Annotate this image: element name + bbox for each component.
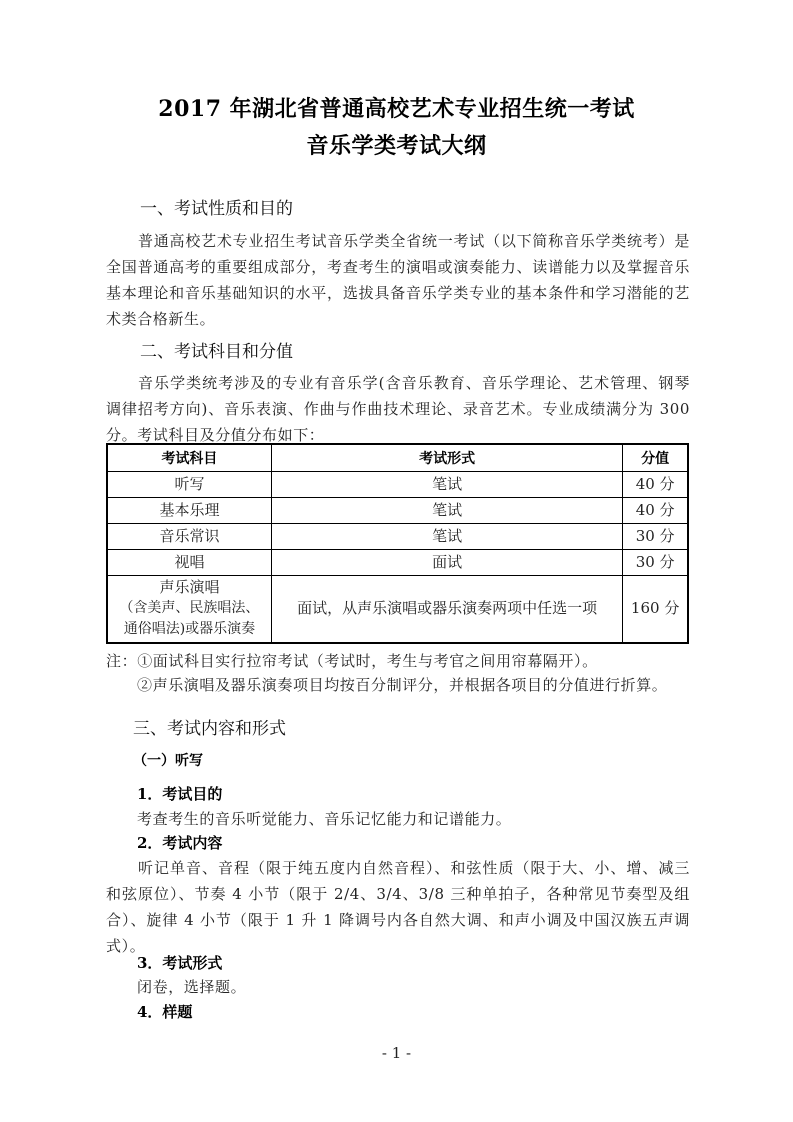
cell-score: 30 分: [623, 524, 688, 550]
cell-subject: 视唱: [107, 550, 271, 576]
column-header-subject: 考试科目: [107, 444, 271, 472]
table-row: [107, 472, 688, 498]
item-2-text: 听记单音、音程（限于纯五度内自然音程）、和弦性质（限于大、小、增、减三和弦原位）、节奏 4 小节（限于 2/4、3/4、3/8 三种单拍子，各种常见节奏型及组合）、旋律 4 小节（限于 1 升 1 降调号内各自然大调、和声小调及中国汉族五声调式）。: [106, 859, 690, 955]
table-row: [107, 550, 688, 576]
table-note-1: 注：①面试科目实行拉帘考试（考试时，考生与考官之间用帘幕隔开）。: [106, 652, 598, 670]
table-note-2: ②声乐演唱及器乐演奏项目均按百分制评分，并根据各项目的分值进行折算。: [137, 676, 668, 694]
cell-subject: 基本乐理: [107, 498, 271, 524]
section1-heading: 一、考试性质和目的: [140, 199, 293, 219]
cell-score: 30 分: [623, 550, 688, 576]
cell-subject-line: 声乐演唱: [159, 578, 220, 597]
column-header-form: 考试形式: [271, 444, 622, 472]
item-4-heading: 4．样题: [137, 1003, 193, 1021]
cell-subject: 音乐常识: [107, 524, 271, 550]
section3-heading: 三、考试内容和形式: [133, 719, 286, 739]
cell-form: 笔试: [271, 524, 622, 550]
cell-score: 40 分: [623, 498, 688, 524]
table-header-row: [107, 444, 688, 472]
column-header-score: 分值: [623, 444, 688, 472]
subsection-dictation-heading: （一）听写: [133, 753, 203, 769]
item-1-heading: 1．考试目的: [137, 785, 223, 803]
section2-paragraph: 音乐学类统考涉及的专业有音乐学(含音乐教育、音乐学理论、艺术管理、钢琴调律招考方向)、音乐表演、作曲与作曲技术理论、录音艺术。专业成绩满分为 300 分。考试科目及分值分布如下：: [106, 374, 690, 444]
cell-form: 笔试: [271, 498, 622, 524]
page-number: - 1 -: [381, 1044, 412, 1062]
table-row: [107, 524, 688, 550]
cell-score: 40 分: [623, 472, 688, 498]
item-2-heading: 2．考试内容: [137, 834, 223, 852]
section1-paragraph: 普通高校艺术专业招生考试音乐学类全省统一考试（以下简称音乐学类统考）是全国普通高考的重要组成部分，考查考生的演唱或演奏能力、读谱能力以及掌握音乐基本理论和音乐基础知识的水平，选拔具备音乐学类专业的基本条件和学习潜能的艺术类合格新生。: [106, 232, 690, 328]
item-3-text: 闭卷，选择题。: [137, 978, 247, 996]
item-3-heading: 3．考试形式: [137, 954, 223, 972]
cell-subject-line: 通俗唱法)或器乐演奏: [123, 621, 256, 638]
table-row: [107, 498, 688, 524]
item-1-text: 考查考生的音乐听觉能力、音乐记忆能力和记谱能力。: [137, 810, 512, 828]
section2-heading: 二、考试科目和分值: [140, 342, 293, 362]
cell-score: 160 分: [623, 576, 688, 643]
cell-subject-line: （含美声、民族唱法、: [119, 600, 260, 617]
cell-form: 笔试: [271, 472, 622, 498]
document-title-line1: 2017 年湖北省普通高校艺术专业招生统一考试: [158, 96, 635, 122]
cell-form: 面试，从声乐演唱或器乐演奏两项中任选一项: [271, 576, 622, 643]
cell-form: 面试: [271, 550, 622, 576]
table-row: [107, 576, 688, 643]
cell-subject: 听写: [107, 472, 271, 498]
cell-subject: [107, 576, 271, 643]
score-table: [106, 443, 689, 644]
document-title-line2: 音乐学类考试大纲: [306, 133, 487, 159]
